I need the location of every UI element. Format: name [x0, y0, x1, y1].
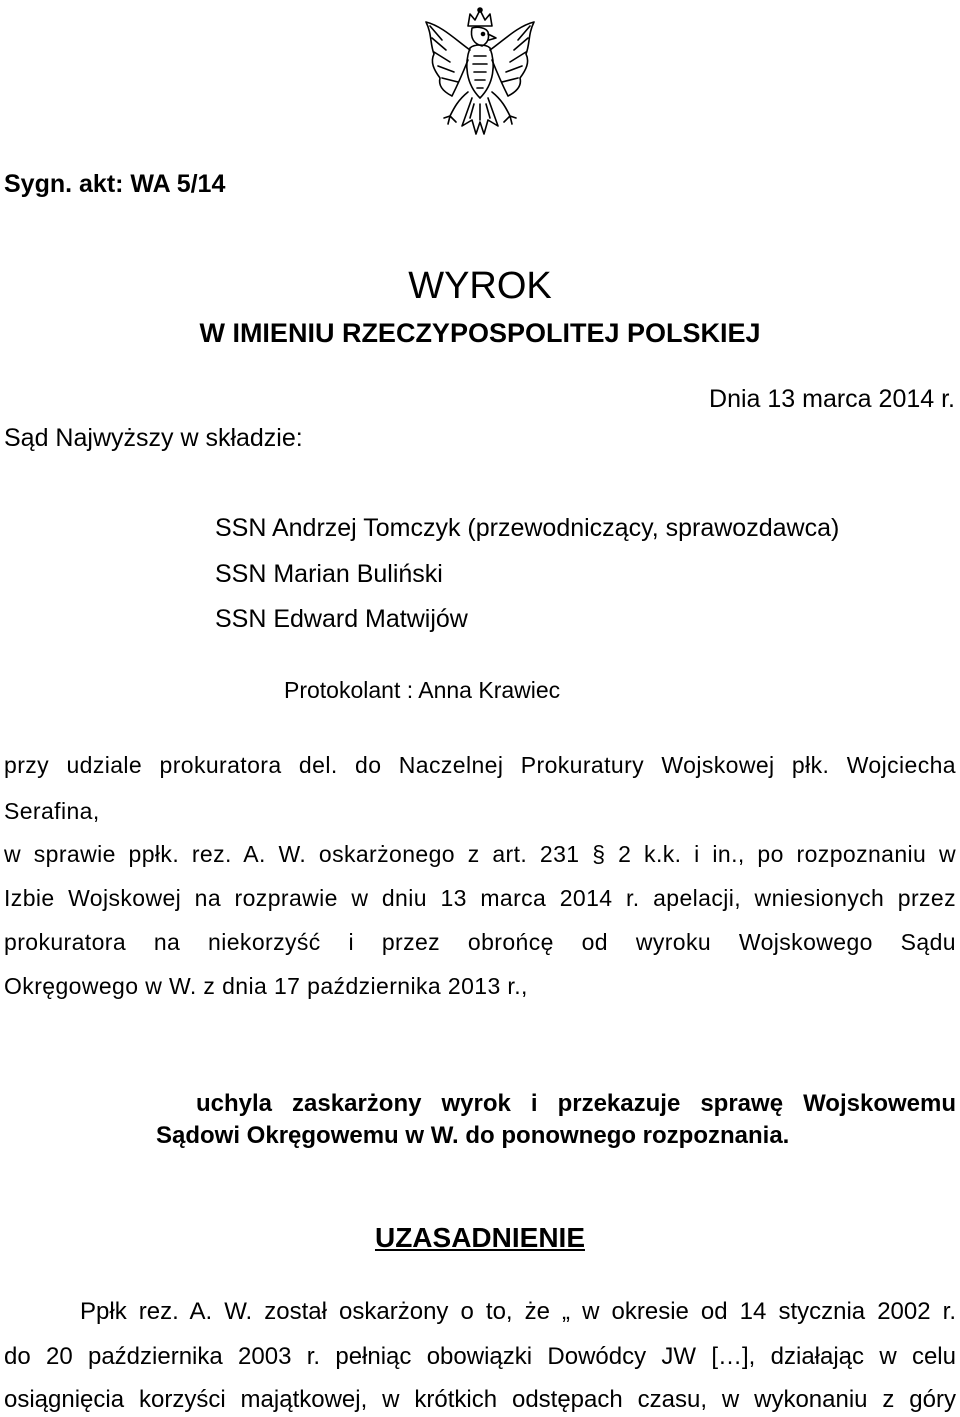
- verdict-line-1: uchyla zaskarżony wyrok i przekazuje sprawę Wojskowemu: [196, 1090, 956, 1117]
- document-subtitle: W IMIENIU RZECZYPOSPOLITEJ POLSKIEJ: [199, 318, 761, 348]
- case-line-3: w sprawie ppłk. rez. A. W. oskarżonego z art. 231 § 2 k.k. i in., po rozpoznaniu w: [4, 841, 956, 867]
- case-line-5: prokuratora na niekorzyść i przez obrońcę od wyroku Wojskowego Sądu: [4, 929, 956, 955]
- case-line-4: Izbie Wojskowej na rozprawie w dniu 13 marca 2014 r. apelacji, wniesionych przez: [4, 885, 956, 911]
- judge-3: SSN Edward Matwijów: [215, 605, 468, 633]
- document-title: WYROK: [408, 265, 552, 307]
- justification-line-3: osiągnięcia korzyści majątkowej, w krótkich odstępach czasu, w wykonaniu z góry: [4, 1386, 956, 1413]
- polish-eagle-emblem-icon: [412, 4, 548, 144]
- case-line-1: przy udziale prokuratora del. do Naczelnej Prokuratury Wojskowej płk. Wojciecha: [4, 752, 956, 778]
- case-line-2: Serafina,: [4, 798, 100, 824]
- verdict-line-2: Sądowi Okręgowemu w W. do ponownego rozpoznania.: [156, 1122, 790, 1149]
- judge-2: SSN Marian Buliński: [215, 560, 443, 588]
- justification-line-2: do 20 października 2003 r. pełniąc obowiązki Dowódcy JW […], działając w celu: [4, 1343, 956, 1370]
- court-clerk: Protokolant : Anna Krawiec: [284, 677, 561, 703]
- judge-1: SSN Andrzej Tomczyk (przewodniczący, sprawozdawca): [215, 514, 840, 542]
- court-composition-label: Sąd Najwyższy w składzie:: [4, 424, 303, 452]
- justification-heading: UZASADNIENIE: [374, 1222, 585, 1253]
- verdict-date: Dnia 13 marca 2014 r.: [709, 385, 955, 413]
- case-line-6: Okręgowego w W. z dnia 17 października 2013 r.,: [4, 973, 528, 999]
- justification-line-1: Ppłk rez. A. W. został oskarżony o to, że „ w okresie od 14 stycznia 2002 r.: [80, 1298, 956, 1325]
- case-signature: Sygn. akt: WA 5/14: [4, 170, 226, 198]
